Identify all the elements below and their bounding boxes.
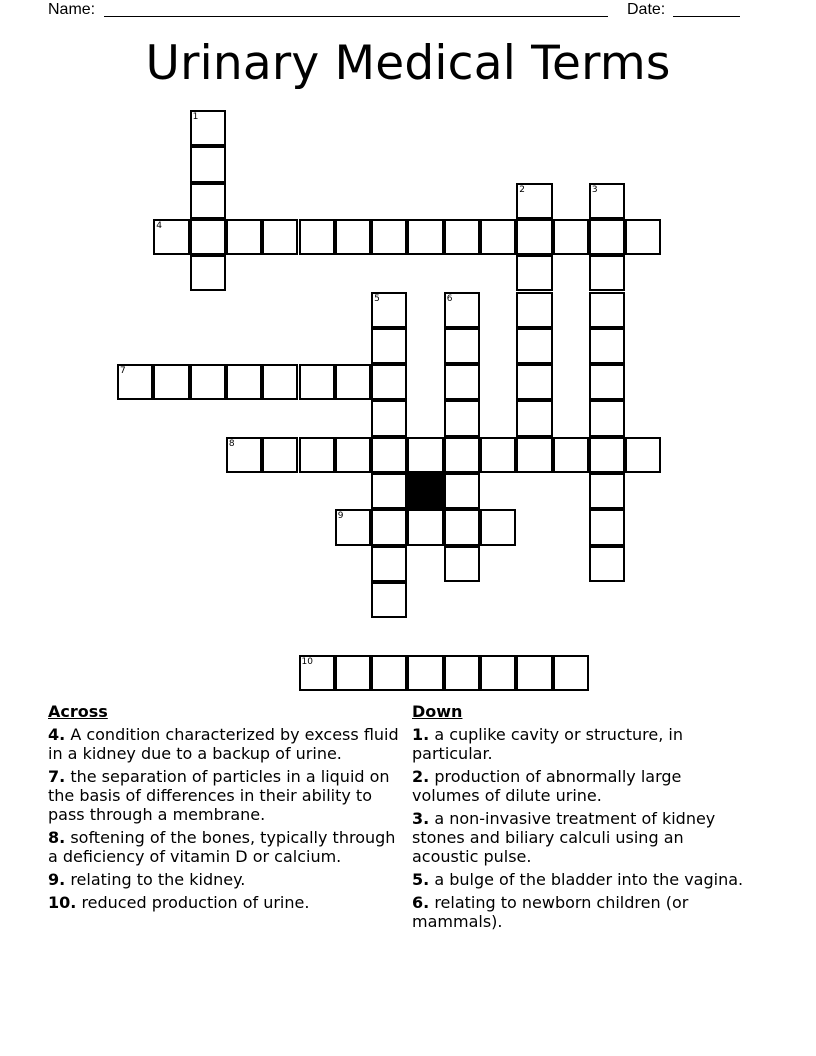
clue-text: relating to newborn children (or mammals). [412, 893, 689, 931]
crossword-cell[interactable] [444, 292, 480, 328]
crossword-cell[interactable] [444, 655, 480, 691]
crossword-cell[interactable] [480, 219, 516, 255]
clue-across-9 [48, 870, 408, 889]
clue-down-2 [412, 767, 752, 805]
clue-text: softening of the bones, typically through a deficiency of vitamin D or calcium. [48, 828, 396, 866]
crossword-cell[interactable] [371, 546, 407, 582]
clue-number: 10. [48, 893, 77, 912]
crossword-cell[interactable] [299, 437, 335, 473]
clue-number-label: 1 [192, 112, 199, 122]
crossword-cell[interactable] [589, 509, 625, 545]
crossword-cell[interactable] [407, 437, 443, 473]
crossword-cell[interactable] [589, 255, 625, 291]
crossword-cell[interactable] [190, 183, 226, 219]
crossword-cell[interactable] [371, 437, 407, 473]
crossword-cell[interactable] [516, 655, 552, 691]
clue-across-8 [48, 828, 408, 866]
crossword-cell[interactable] [371, 292, 407, 328]
crossword-cell[interactable] [444, 328, 480, 364]
crossword-cell[interactable] [589, 546, 625, 582]
crossword-cell[interactable] [516, 292, 552, 328]
crossword-cell[interactable] [371, 400, 407, 436]
crossword-cell[interactable] [516, 364, 552, 400]
clue-number-label: 9 [337, 511, 344, 522]
crossword-cell[interactable] [299, 655, 335, 691]
crossword-cell[interactable] [589, 328, 625, 364]
crossword-cell[interactable] [589, 437, 625, 473]
crossword-cell[interactable] [407, 219, 443, 255]
crossword-cell[interactable] [226, 437, 262, 473]
clue-down-3 [412, 809, 752, 866]
crossword-cell[interactable] [589, 292, 625, 328]
crossword-cell[interactable] [407, 655, 443, 691]
crossword-cell[interactable] [262, 437, 298, 473]
across-heading: Across [48, 702, 108, 721]
clue-text: A condition characterized by excess fluid in a kidney due to a backup of urine. [48, 725, 399, 763]
crossword-cell[interactable] [589, 364, 625, 400]
clue-number-label: 4 [156, 220, 163, 231]
crossword-cell[interactable] [371, 509, 407, 545]
crossword-cell[interactable] [444, 437, 480, 473]
clue-number: 1. [412, 725, 430, 744]
crossword-cell[interactable] [335, 364, 371, 400]
clue-across-7 [48, 767, 408, 824]
black-square [407, 473, 443, 509]
crossword-cell[interactable] [480, 437, 516, 473]
crossword-cell[interactable] [516, 328, 552, 364]
crossword-cell[interactable] [480, 655, 516, 691]
clue-number-label: 10 [301, 656, 313, 667]
clue-text: a bulge of the bladder into the vagina. [434, 870, 744, 889]
clue-number-label: 3 [591, 184, 598, 195]
crossword-cell[interactable] [516, 437, 552, 473]
clue-number: 6. [412, 893, 430, 912]
crossword-cell[interactable] [553, 437, 589, 473]
clue-down-6 [412, 893, 752, 931]
down-clues [412, 702, 752, 935]
crossword-cell[interactable] [299, 364, 335, 400]
crossword-cell[interactable] [335, 509, 371, 545]
crossword-cell[interactable] [190, 364, 226, 400]
clue-across-4 [48, 725, 408, 763]
crossword-cell[interactable] [371, 473, 407, 509]
clue-text: a non-invasive treatment of kidney stones and biliary calculi using an acoustic pulse. [412, 809, 716, 866]
clue-text: relating to the kidney. [70, 870, 246, 889]
clue-number: 7. [48, 767, 66, 786]
crossword-cell[interactable] [625, 219, 661, 255]
clue-text: reduced production of urine. [81, 893, 310, 912]
crossword-cell[interactable] [190, 255, 226, 291]
across-clues [48, 702, 408, 916]
clue-number-label: 2 [519, 184, 526, 195]
clue-number: 8. [48, 828, 66, 847]
crossword-cell[interactable] [589, 183, 625, 219]
crossword-cell[interactable] [444, 400, 480, 436]
crossword-cell[interactable] [335, 219, 371, 255]
crossword-cell[interactable] [190, 146, 226, 182]
crossword-cell[interactable] [480, 509, 516, 545]
crossword-cell[interactable] [226, 219, 262, 255]
crossword-cell[interactable] [553, 655, 589, 691]
page-title: Urinary Medical Terms [145, 36, 671, 91]
clue-across-10 [48, 893, 408, 912]
clue-text: the separation of particles in a liquid on the basis of differences in their ability to pass through a membrane. [48, 767, 390, 824]
crossword-cell[interactable] [226, 364, 262, 400]
crossword-cell[interactable] [516, 183, 552, 219]
crossword-cell[interactable] [625, 437, 661, 473]
name-label: Name: [48, 1, 96, 18]
clue-number: 2. [412, 767, 430, 786]
crossword-cell[interactable] [371, 328, 407, 364]
crossword-cell[interactable] [444, 509, 480, 545]
crossword-cell[interactable] [589, 473, 625, 509]
clue-text: production of abnormally large volumes of dilute urine. [412, 767, 682, 805]
clue-number-label: 6 [446, 293, 453, 304]
crossword-cell[interactable] [371, 364, 407, 400]
clue-number-label: 7 [120, 366, 126, 377]
crossword-cell[interactable] [516, 219, 552, 255]
down-heading: Down [412, 702, 463, 721]
crossword-cell[interactable] [262, 364, 298, 400]
crossword-cell[interactable] [153, 219, 189, 255]
crossword-cell[interactable] [299, 219, 335, 255]
crossword-cell[interactable] [516, 400, 552, 436]
crossword-cell[interactable] [190, 110, 226, 146]
crossword-cell[interactable] [444, 364, 480, 400]
clue-number: 3. [412, 809, 430, 828]
clue-number-label: 8 [228, 438, 235, 449]
crossword-cell[interactable] [153, 364, 189, 400]
clue-number: 5. [412, 870, 430, 889]
crossword-cell[interactable] [371, 655, 407, 691]
crossword-cell[interactable] [407, 509, 443, 545]
date-label: Date: [627, 1, 666, 18]
crossword-cell[interactable] [335, 655, 371, 691]
crossword-cell[interactable] [371, 582, 407, 618]
crossword-cell[interactable] [335, 437, 371, 473]
crossword-cell[interactable] [444, 473, 480, 509]
crossword-cell[interactable] [553, 219, 589, 255]
crossword-cell[interactable] [117, 364, 153, 400]
crossword-cell[interactable] [589, 219, 625, 255]
crossword-cell[interactable] [262, 219, 298, 255]
clue-number: 4. [48, 725, 66, 744]
crossword-cell[interactable] [589, 400, 625, 436]
crossword-cell[interactable] [444, 219, 480, 255]
crossword-cell[interactable] [371, 219, 407, 255]
clue-text: a cuplike cavity or structure, in particular. [412, 725, 683, 763]
crossword-cell[interactable] [444, 546, 480, 582]
clue-number-label: 5 [374, 293, 380, 304]
clue-down-5 [412, 870, 752, 889]
crossword-cell[interactable] [190, 219, 226, 255]
clue-number: 9. [48, 870, 66, 889]
clue-down-1 [412, 725, 752, 763]
crossword-cell[interactable] [516, 255, 552, 291]
